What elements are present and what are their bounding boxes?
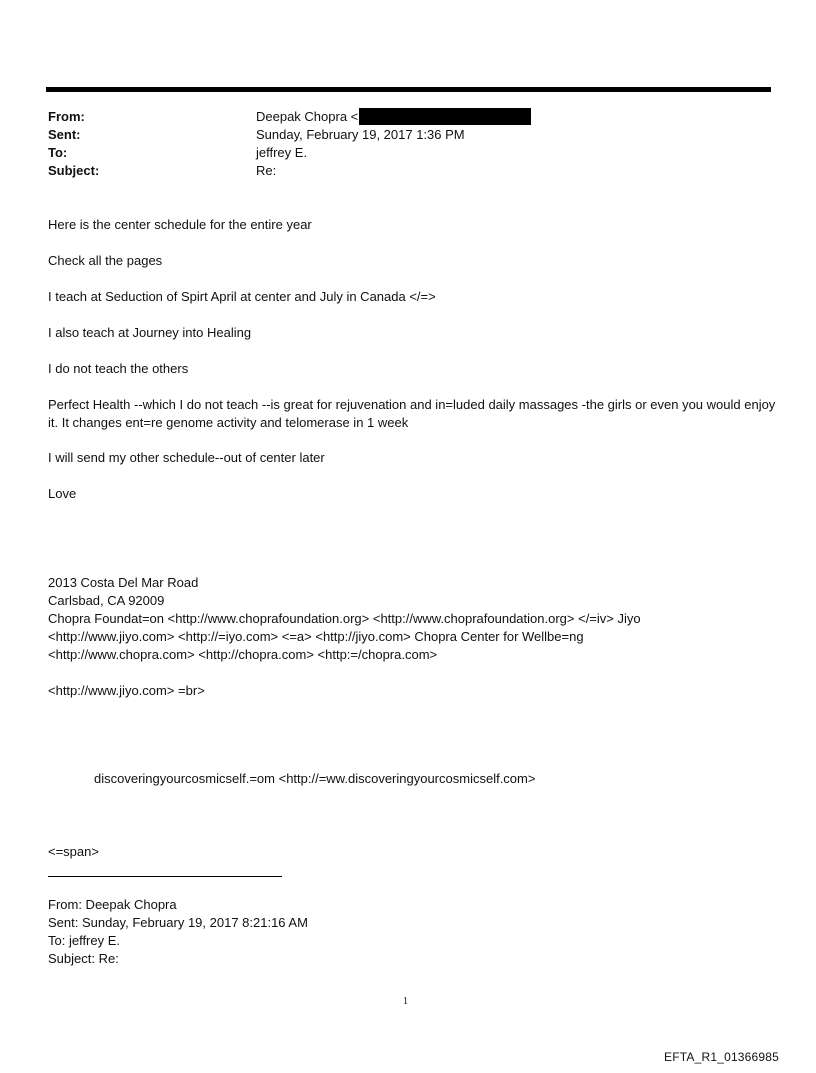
- quoted-subject: Subject: Re:: [48, 951, 119, 966]
- body-paragraph: Perfect Health --which I do not teach --is great for rejuvenation and in=luded daily massages -the girls or even you would enjoy it. It changes ent=re genome activity and telomerase in 1 week: [48, 397, 776, 430]
- signature-address: 2013 Costa Del Mar Road: [48, 575, 199, 590]
- quoted-to: To: jeffrey E.: [48, 933, 121, 948]
- body-paragraph: Check all the pages: [48, 253, 163, 268]
- quoted-sent: Sent: Sunday, February 19, 2017 8:21:16 AM: [48, 915, 308, 930]
- redaction-block: [359, 108, 531, 125]
- header-rule: [46, 87, 771, 92]
- signature-links: <http://www.jiyo.com> =br>: [48, 683, 205, 698]
- to-value: jeffrey E.: [256, 145, 308, 160]
- subject-label: Subject:: [48, 163, 100, 178]
- body-paragraph: I also teach at Journey into Healing: [48, 325, 252, 340]
- from-sender: Deepak Chopra <: [256, 109, 359, 124]
- quoted-separator: [48, 876, 282, 877]
- signature-links: Chopra Foundat=on <http://www.choprafoundation.org> <http://www.choprafoundation.org> </=iv> Jiyo: [48, 611, 641, 626]
- quoted-from: From: Deepak Chopra: [48, 897, 177, 912]
- subject-value: Re:: [256, 163, 277, 178]
- body-paragraph: I will send my other schedule--out of center later: [48, 450, 325, 465]
- body-paragraph: Love: [48, 486, 77, 501]
- signature-span-tag: <=span>: [48, 844, 99, 859]
- signature-website: discoveringyourcosmicself.=om <http://=ww.discoveringyourcosmicself.com>: [94, 771, 536, 786]
- signature-links: <http://www.jiyo.com> <http://=iyo.com> <=a> <http://jiyo.com> Chopra Center for Wellbe=ng: [48, 629, 584, 644]
- from-value: [256, 108, 531, 126]
- body-paragraph: I teach at Seduction of Spirt April at center and July in Canada </=>: [48, 289, 436, 304]
- sent-value: Sunday, February 19, 2017 1:36 PM: [256, 127, 465, 142]
- to-label: To:: [48, 145, 68, 160]
- body-paragraph: Here is the center schedule for the entire year: [48, 217, 312, 232]
- signature-address: Carlsbad, CA 92009: [48, 593, 165, 608]
- page-number: 1: [403, 996, 408, 1007]
- sent-label: Sent:: [48, 127, 81, 142]
- document-id: EFTA_R1_01366985: [664, 1050, 780, 1064]
- signature-links: <http://www.chopra.com> <http://chopra.com> <http:=/chopra.com>: [48, 647, 438, 662]
- from-label: From:: [48, 109, 85, 124]
- body-paragraph: I do not teach the others: [48, 361, 189, 376]
